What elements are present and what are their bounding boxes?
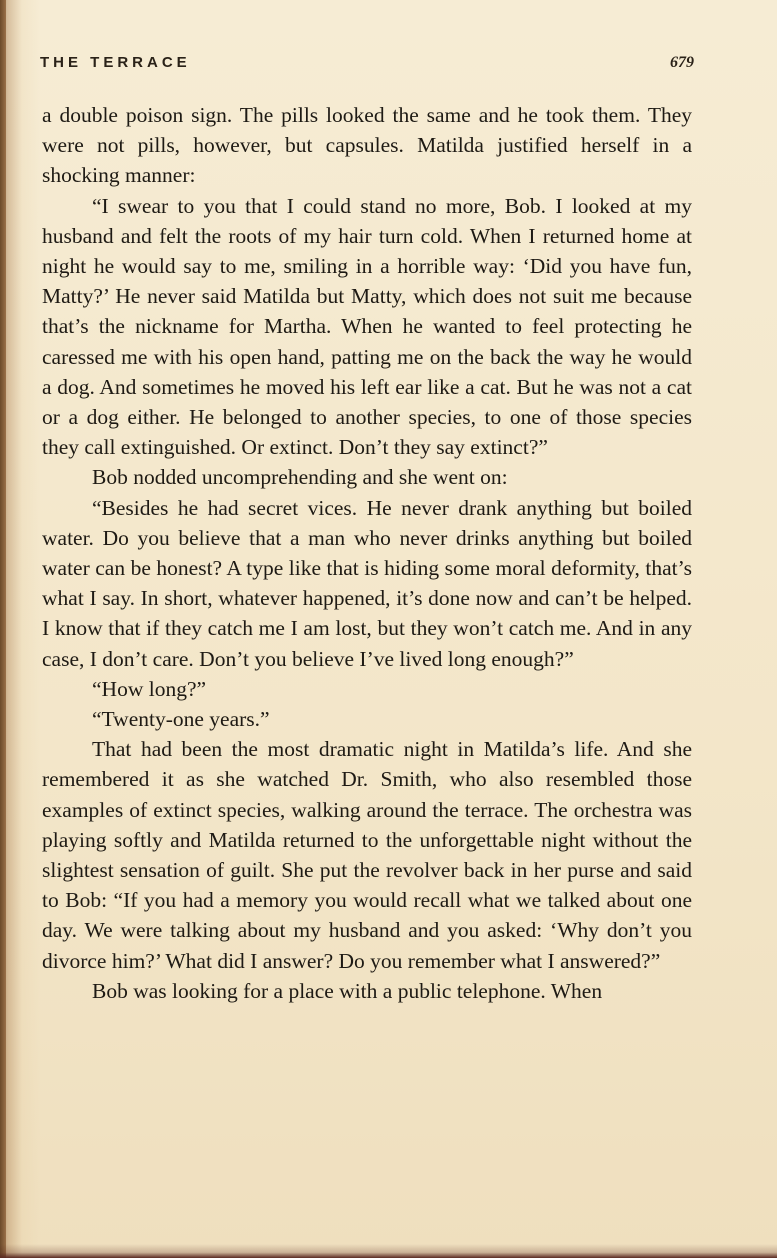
paragraph: “Besides he had secret vices. He never drank anything but boiled water. Do you believe that a man who never drinks anything but boiled water can be honest? A type like that is hiding some moral deformity, that’s what I say. In short, whatever happened, it’s done now and can’t be helped. I know that if they catch me I am lost, but they won’t catch me. And in any case, I don’t care. Don’t you believe I’ve lived long enough?” (42, 495, 692, 671)
running-title: THE TERRACE (40, 54, 191, 71)
paragraph: “How long?” (92, 676, 207, 701)
page-number: 679 (670, 54, 694, 71)
paragraph: a double poison sign. The pills looked the same and he took them. They were not pills, however, but capsules. Matilda justified herself in a shocking manner: (42, 103, 692, 188)
paragraph: “Twenty-one years.” (92, 707, 270, 732)
running-head (40, 54, 694, 78)
paragraph: Bob nodded uncomprehending and she went on: (92, 465, 508, 490)
body-text (42, 100, 692, 1006)
paragraph: Bob was looking for a place with a public telephone. When (92, 978, 603, 1003)
paragraph: “I swear to you that I could stand no more, Bob. I looked at my husband and felt the roots of my hair turn cold. When I returned home at night he would say to me, smiling in a horrible way: ‘Did you have fun, Matty?’ He never said Matilda but Matty, which does not suit me because that’s the nickname for Martha. When he wanted to feel protecting he caressed me with his open hand, patting me on the back the way he would a dog. And sometimes he moved his left ear like a cat. But he was not a cat or a dog either. He belonged to another species, to one of those species they call extinguished. Or extinct. Don’t they say extinct?” (42, 193, 692, 460)
page-bottom-edge (0, 1244, 777, 1258)
paragraph: That had been the most dramatic night in Matilda’s life. And she remembered it as she watched Dr. Smith, who also resembled those examples of extinct species, walking around the terrace. The orchestra was playing softly and Matilda returned to the unforgettable night without the slightest sensation of guilt. She put the revolver back in her purse and said to Bob: “If you had a memory you would recall what we talked about one day. We were talking about my husband and you asked: ‘Why don’t you divorce him?’ What did I answer? Do you remember what I answered?” (42, 737, 692, 973)
book-spine-shadow (0, 0, 6, 1258)
